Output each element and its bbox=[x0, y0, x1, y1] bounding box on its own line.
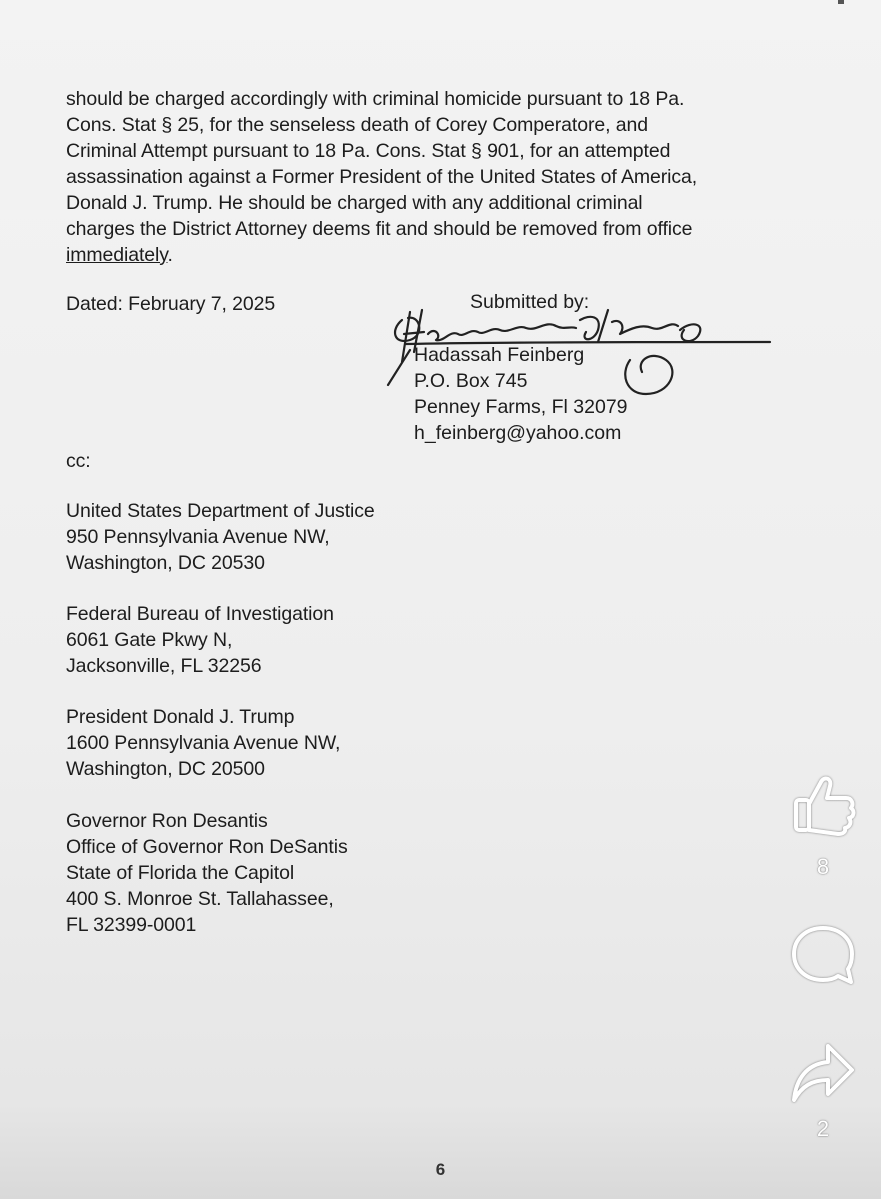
share-count: 2 bbox=[816, 1116, 830, 1141]
signer-city: Penney Farms, Fl 32079 bbox=[414, 396, 628, 418]
recipient-line: Washington, DC 20500 bbox=[66, 758, 265, 780]
signer-po-box: P.O. Box 745 bbox=[414, 370, 528, 392]
signer-email: h_feinberg@yahoo.com bbox=[414, 422, 622, 444]
body-line: charges the District Attorney deems fit and should be removed from office bbox=[66, 218, 693, 240]
recipient-line: FL 32399-0001 bbox=[66, 914, 197, 936]
recipient-line: Federal Bureau of Investigation bbox=[66, 603, 334, 625]
recipient-line: Governor Ron Desantis bbox=[66, 810, 268, 832]
recipient-governor bbox=[66, 808, 348, 938]
share-arrow-icon[interactable] bbox=[788, 1038, 858, 1108]
signer-block bbox=[414, 342, 628, 446]
social-action-rail bbox=[780, 770, 870, 1160]
recipient-line: 400 S. Monroe St. Tallahassee, bbox=[66, 888, 334, 910]
cc-label: cc: bbox=[66, 450, 91, 472]
letter-body-paragraph bbox=[66, 86, 697, 268]
body-line: Cons. Stat § 25, for the senseless death of Corey Comperatore, and bbox=[66, 114, 648, 136]
comment-bubble-icon[interactable] bbox=[788, 920, 858, 990]
thumbs-up-icon[interactable] bbox=[788, 770, 858, 840]
body-line-last bbox=[66, 242, 697, 268]
recipient-president bbox=[66, 704, 340, 782]
body-line: Donald J. Trump. He should be charged with any additional criminal bbox=[66, 192, 643, 214]
recipient-line: Washington, DC 20530 bbox=[66, 552, 265, 574]
body-last-word: immediately bbox=[66, 244, 168, 266]
body-line: should be charged accordingly with criminal homicide pursuant to 18 Pa. bbox=[66, 88, 685, 110]
body-line: Criminal Attempt pursuant to 18 Pa. Cons. Stat § 901, for an attempted bbox=[66, 140, 671, 162]
body-line: assassination against a Former President of the United States of America, bbox=[66, 166, 698, 188]
recipient-line: 950 Pennsylvania Avenue NW, bbox=[66, 526, 330, 548]
recipient-line: State of Florida the Capitol bbox=[66, 862, 295, 884]
signer-name: Hadassah Feinberg bbox=[414, 344, 585, 366]
recipient-line: 1600 Pennsylvania Avenue NW, bbox=[66, 732, 341, 754]
recipient-line: 6061 Gate Pkwy N, bbox=[66, 629, 233, 651]
recipient-doj bbox=[66, 498, 375, 576]
recipient-line: Office of Governor Ron DeSantis bbox=[66, 836, 348, 858]
submitted-by-label: Submitted by: bbox=[470, 291, 590, 313]
dated-line: Dated: February 7, 2025 bbox=[66, 293, 276, 315]
like-count: 8 bbox=[816, 854, 830, 879]
body-last-punct: . bbox=[167, 244, 173, 266]
page-number: 6 bbox=[435, 1160, 446, 1179]
recipient-fbi bbox=[66, 601, 334, 679]
recipient-line: Jacksonville, FL 32256 bbox=[66, 655, 262, 677]
recipient-line: United States Department of Justice bbox=[66, 500, 375, 522]
recipient-line: President Donald J. Trump bbox=[66, 706, 295, 728]
top-edge-mark bbox=[838, 0, 844, 4]
